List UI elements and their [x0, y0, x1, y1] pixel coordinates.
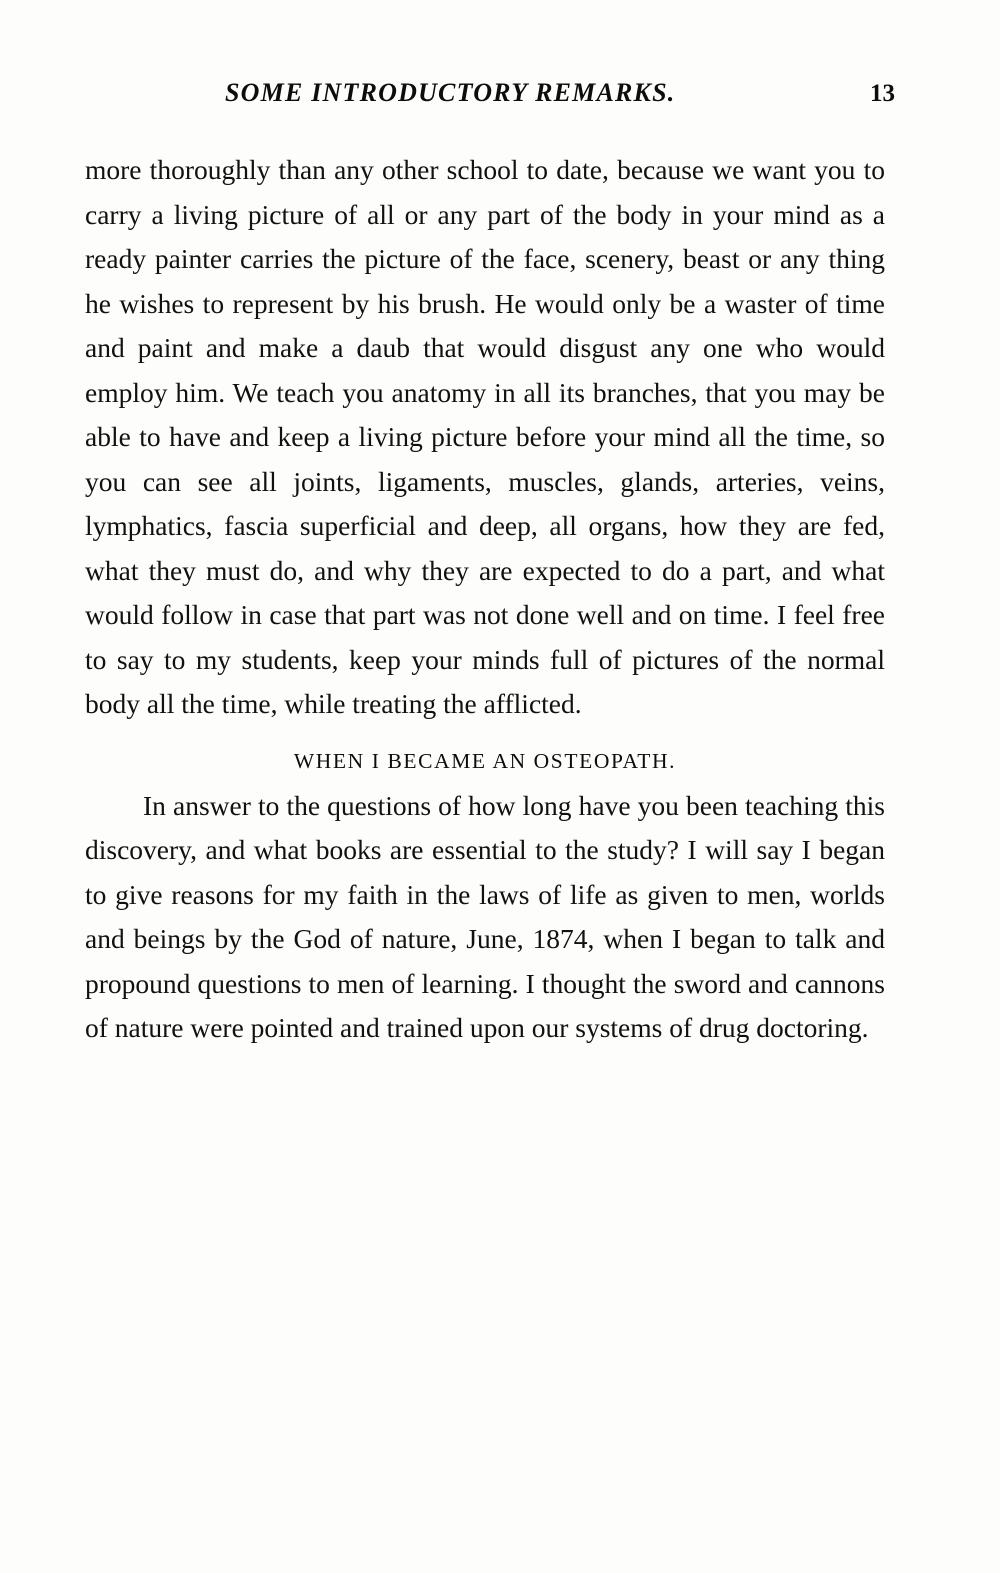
running-head: SOME INTRODUCTORY REMARKS.: [225, 78, 676, 107]
page-body: [85, 148, 885, 1051]
page-number: 13: [870, 80, 895, 107]
paragraph: more thoroughly than any other school to date, because we want you to carry a living picture of all or any part of the body in your mind as a ready painter carries the picture of the face, scenery, beast or any thing he wishes to represent by his brush. He would only be a waster of time and paint and make a daub that would disgust any one who would employ him. We teach you anatomy in all its branches, that you may be able to have and keep a living picture before your mind all the time, so you can see all joints, ligaments, muscles, glands, arteries, veins, lymphatics, fascia superficial and deep, all organs, how they are fed, what they must do, and why they are expected to do a part, and what would follow in case that part was not done well and on time. I feel free to say to my students, keep your minds full of pictures of the normal body all the time, while treating the afflicted.: [85, 154, 885, 719]
paragraph: In answer to the questions of how long have you been teaching this discovery, and what books are essential to the study? I will say I began to give reasons for my faith in the laws of life as given to men, worlds and beings by the God of nature, June, 1874, when I began to talk and propound questions to men of learning. I thought the sword and cannons of nature were pointed and trained upon our systems of drug doctoring.: [85, 789, 885, 1043]
page-header: [85, 78, 895, 108]
section-heading: WHEN I BECAME AN OSTEOPATH.: [293, 748, 677, 773]
